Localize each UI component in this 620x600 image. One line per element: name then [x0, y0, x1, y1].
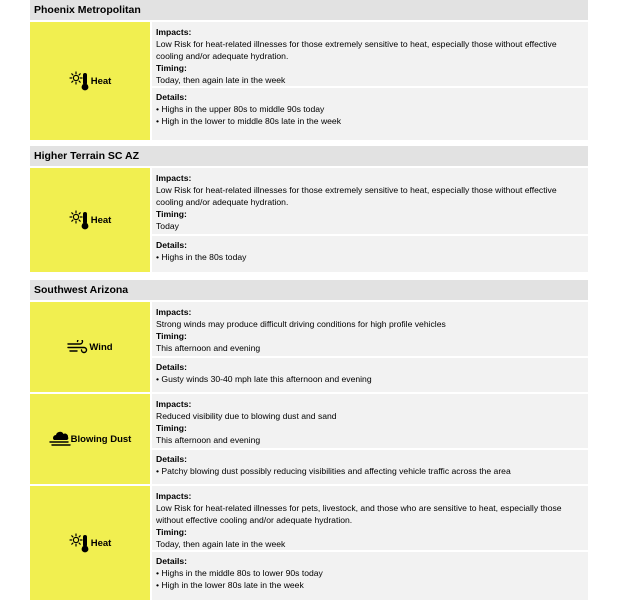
- hazard-label: Heat: [90, 537, 112, 549]
- hazard-icon-cell: [30, 486, 150, 600]
- details-label: Details:: [156, 362, 188, 372]
- section-title: Higher Terrain SC AZ: [34, 150, 140, 162]
- hazard-row-heat: [30, 486, 588, 600]
- details-item: • Highs in the 80s today: [156, 252, 247, 262]
- details-block: [152, 88, 588, 140]
- impacts-text: Reduced visibility due to blowing dust and sand: [156, 411, 337, 421]
- timing-text: This afternoon and evening: [156, 343, 261, 353]
- impacts-block: [152, 302, 588, 356]
- impacts-block: [152, 168, 588, 234]
- hazard-row-heat: [30, 22, 588, 140]
- hazard-label: Blowing Dust: [70, 433, 132, 445]
- details-item: • Highs in the upper 80s to middle 90s today: [156, 104, 325, 114]
- thermometer-sun-icon: [69, 71, 91, 91]
- hazard-label: Heat: [90, 75, 112, 87]
- impacts-label: Impacts:: [156, 491, 192, 501]
- details-item: • Patchy blowing dust possibly reducing visibilities and affecting vehicle traffic across the area: [156, 466, 511, 476]
- details-label: Details:: [156, 454, 188, 464]
- hazard-icon-cell: [30, 394, 150, 484]
- hazard-icon-cell: [30, 22, 150, 140]
- hazard-icon-cell: [30, 302, 150, 392]
- impacts-label: Impacts:: [156, 307, 192, 317]
- details-label: Details:: [156, 92, 188, 102]
- timing-label: Timing:: [156, 331, 187, 341]
- details-item: • Gusty winds 30-40 mph late this afternoon and evening: [156, 374, 372, 384]
- section-header: [30, 0, 588, 20]
- impacts-text: Strong winds may produce difficult driving conditions for high profile vehicles: [156, 319, 446, 329]
- hazard-label: Heat: [90, 214, 112, 226]
- hazard-row-wind: [30, 302, 588, 392]
- details-block: [152, 236, 588, 272]
- timing-text: Today, then again late in the week: [156, 75, 286, 85]
- section-header: [30, 146, 588, 166]
- details-block: [152, 358, 588, 392]
- details-item: • Highs in the middle 80s to lower 90s today: [156, 568, 323, 578]
- hazard-icon-cell: [30, 168, 150, 272]
- timing-text: This afternoon and evening: [156, 435, 261, 445]
- hazard-row-blowing-dust: [30, 394, 588, 484]
- details-label: Details:: [156, 556, 188, 566]
- timing-text: Today: [156, 221, 179, 231]
- details-block: [152, 552, 588, 600]
- impacts-label: Impacts:: [156, 399, 192, 409]
- details-item: • High in the lower to middle 80s late in the week: [156, 116, 342, 126]
- impacts-text: Low Risk for heat-related illnesses for pets, livestock, and those who are sensitive to heat, especially those without effective cooling and/or adequate hydration.: [156, 503, 562, 525]
- impacts-block: [152, 22, 588, 86]
- timing-label: Timing:: [156, 527, 187, 537]
- timing-label: Timing:: [156, 209, 187, 219]
- wind-icon: [67, 340, 89, 354]
- hazard-label: Wind: [89, 341, 113, 353]
- impacts-label: Impacts:: [156, 173, 192, 183]
- impacts-text: Low Risk for heat-related illnesses for those extremely sensitive to heat, especially those without effective cooling and/or adequate hydration.: [156, 39, 557, 61]
- thermometer-sun-icon: [69, 533, 91, 553]
- hazard-row-heat: [30, 168, 588, 272]
- timing-label: Timing:: [156, 63, 187, 73]
- timing-text: Today, then again late in the week: [156, 539, 286, 549]
- section-header: [30, 280, 588, 300]
- details-label: Details:: [156, 240, 188, 250]
- impacts-block: [152, 486, 588, 550]
- thermometer-sun-icon: [69, 210, 91, 230]
- impacts-label: Impacts:: [156, 27, 192, 37]
- impacts-block: [152, 394, 588, 448]
- section-title: Southwest Arizona: [34, 284, 129, 296]
- details-block: [152, 450, 588, 484]
- impacts-text: Low Risk for heat-related illnesses for those extremely sensitive to heat, especially those without effective cooling and/or adequate hydration.: [156, 185, 557, 207]
- details-item: • High in the lower 80s late in the week: [156, 580, 304, 590]
- section-title: Phoenix Metropolitan: [34, 4, 141, 16]
- timing-label: Timing:: [156, 423, 187, 433]
- blowing-dust-icon: [49, 430, 71, 448]
